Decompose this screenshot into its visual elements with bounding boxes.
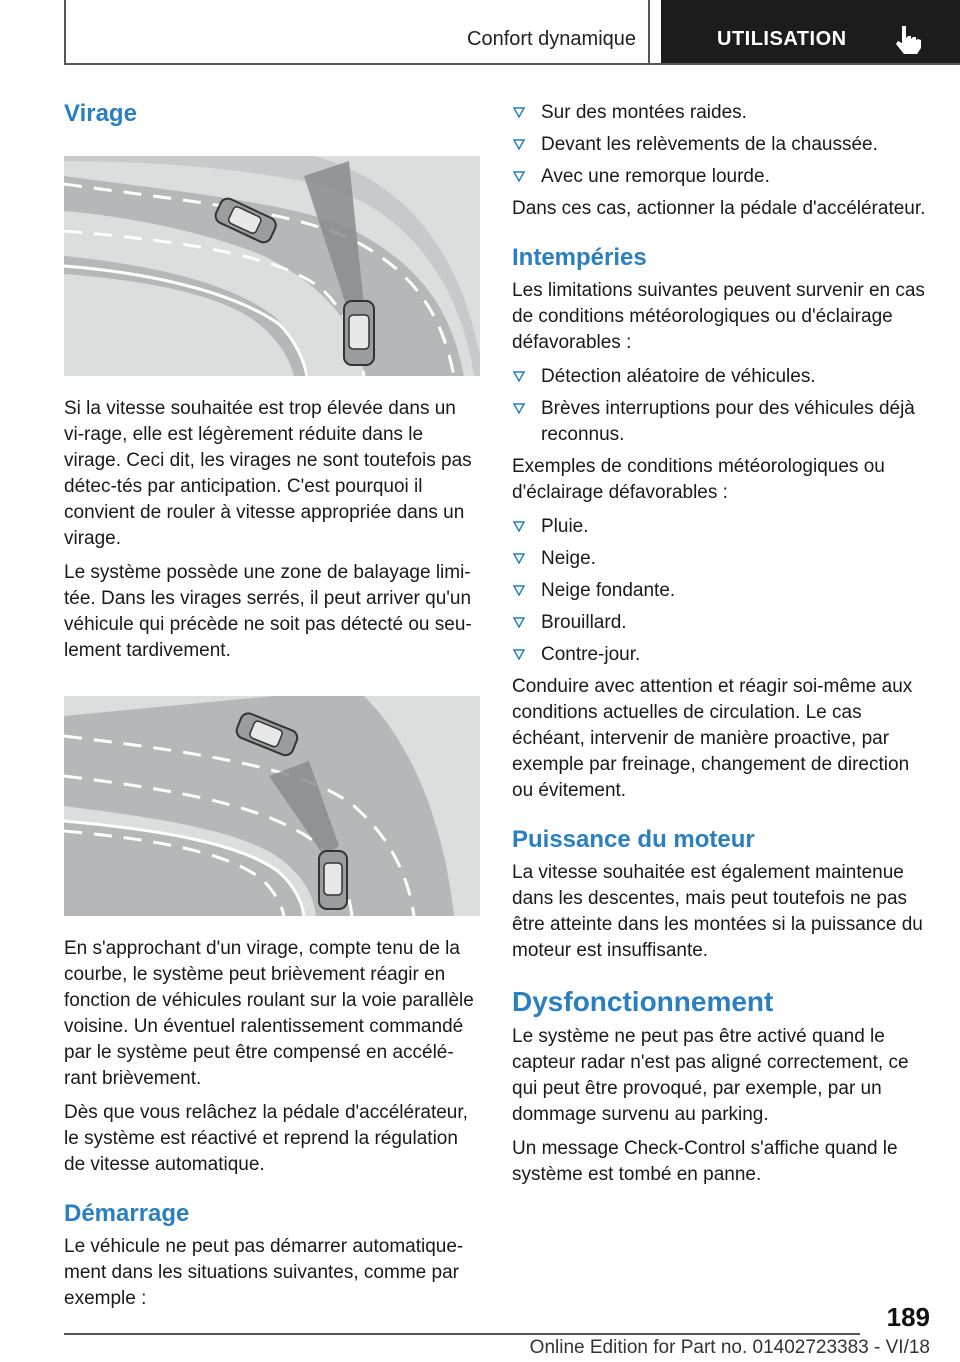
- right-column: [512, 100, 928, 1196]
- list-item: Sur des montées raides.: [512, 100, 928, 126]
- figure-curve-car-ahead: [64, 156, 480, 376]
- list-item: Contre-jour.: [512, 642, 928, 668]
- header-section-title: Confort dynamique: [467, 28, 636, 50]
- page-number: 189: [886, 1302, 930, 1332]
- list-demarrage-cases: [512, 100, 928, 190]
- list-item: Brouillard.: [512, 610, 928, 636]
- heading-virage: Virage: [64, 100, 137, 127]
- list-item: Neige fondante.: [512, 578, 928, 604]
- bullet-triangle-icon: [513, 171, 525, 183]
- paragraph-intemperies-3: Conduire avec attention et réagir soi-même aux conditions actuelles de circulation. Le cas échéant, intervenir de manière proactive, par exemple par freinage, changement de direction ou évitement.: [512, 676, 913, 801]
- list-limitations: [512, 364, 928, 448]
- bullet-triangle-icon: [513, 139, 525, 151]
- header-separator: [648, 0, 650, 65]
- paragraph-virage-2: Le système possède une zone de balayage limi-tée. Dans les virages serrés, il peut arriver qu'un véhicule qui précède ne soit pas détecté ou seu-lement tardivement.: [64, 562, 472, 661]
- paragraph-intemperies-2: Exemples de conditions météorologiques ou d'éclairage défavorables :: [512, 456, 885, 503]
- bullet-triangle-icon: [513, 617, 525, 629]
- paragraph-virage-1: Si la vitesse souhaitée est trop élevée dans un vi-rage, elle est légèrement réduite dans le virage. Ceci dit, les virages ne sont toutefois pas détec-tés par anticipation. C'est pourquoi il convient de rouler à vitesse appropriée dans un virage.: [64, 398, 472, 549]
- bullet-triangle-icon: [513, 585, 525, 597]
- paragraph-virage-3: En s'approchant d'un virage, compte tenu de la courbe, le système peut brièvement réagir en fonction de véhicules roulant sur la voie parallèle voisine. Un éventuel ralentissement commandé par le système peut être compensé en accélé-rant brièvement.: [64, 938, 474, 1089]
- heading-dysfonctionnement: Dysfonctionnement: [512, 986, 774, 1017]
- list-item: Brèves interruptions pour des véhicules déjà reconnus.: [512, 396, 928, 448]
- bullet-triangle-icon: [513, 107, 525, 119]
- paragraph-dysfonctionnement-1: Le système ne peut pas être activé quand le capteur radar n'est pas aligné correctement, ce qui peut être provoqué, par exemple, par un dommage survenu au parking.: [512, 1026, 909, 1125]
- paragraph-puissance: La vitesse souhaitée est également maintenue dans les descentes, mais peut toutefois ne pas être atteinte dans les montées si la puissance du moteur est insuffisante.: [512, 862, 923, 961]
- list-item: Détection aléatoire de véhicules.: [512, 364, 928, 390]
- paragraph-accelerator: Dans ces cas, actionner la pédale d'accélérateur.: [512, 198, 926, 219]
- paragraph-demarrage: Le véhicule ne peut pas démarrer automatique-ment dans les situations suivantes, comme par exemple :: [64, 1236, 464, 1309]
- left-column: [64, 100, 480, 1320]
- header-chapter-label: UTILISATION: [717, 28, 847, 50]
- list-weather-examples: [512, 514, 928, 668]
- hand-pointer-icon: [893, 24, 923, 56]
- list-item: Avec une remorque lourde.: [512, 164, 928, 190]
- heading-puissance: Puissance du moteur: [512, 826, 755, 853]
- heading-demarrage: Démarrage: [64, 1200, 190, 1227]
- bullet-triangle-icon: [513, 403, 525, 415]
- bullet-triangle-icon: [513, 649, 525, 661]
- bullet-triangle-icon: [513, 553, 525, 565]
- footer-rule: [64, 1333, 860, 1335]
- paragraph-virage-4: Dès que vous relâchez la pédale d'accélérateur, le système est réactivé et reprend la régulation de vitesse automatique.: [64, 1102, 468, 1175]
- list-item: Neige.: [512, 546, 928, 572]
- paragraph-dysfonctionnement-2: Un message Check-Control s'affiche quand le système est tombé en panne.: [512, 1138, 898, 1185]
- list-item: Pluie.: [512, 514, 928, 540]
- bullet-triangle-icon: [513, 371, 525, 383]
- header-rule: [64, 63, 960, 65]
- list-item: Devant les relèvements de la chaussée.: [512, 132, 928, 158]
- header-chapter-tab[interactable]: [661, 0, 960, 65]
- footer-edition: Online Edition for Part no. 01402723383 - VI/18: [529, 1337, 930, 1358]
- bullet-triangle-icon: [513, 521, 525, 533]
- header-left-rule: [64, 0, 66, 65]
- heading-intemperies: Intempéries: [512, 244, 647, 271]
- paragraph-intemperies-1: Les limitations suivantes peuvent survenir en cas de conditions météorologiques ou d'éclairage défavorables :: [512, 280, 925, 353]
- figure-curve-adjacent-lane: [64, 696, 480, 916]
